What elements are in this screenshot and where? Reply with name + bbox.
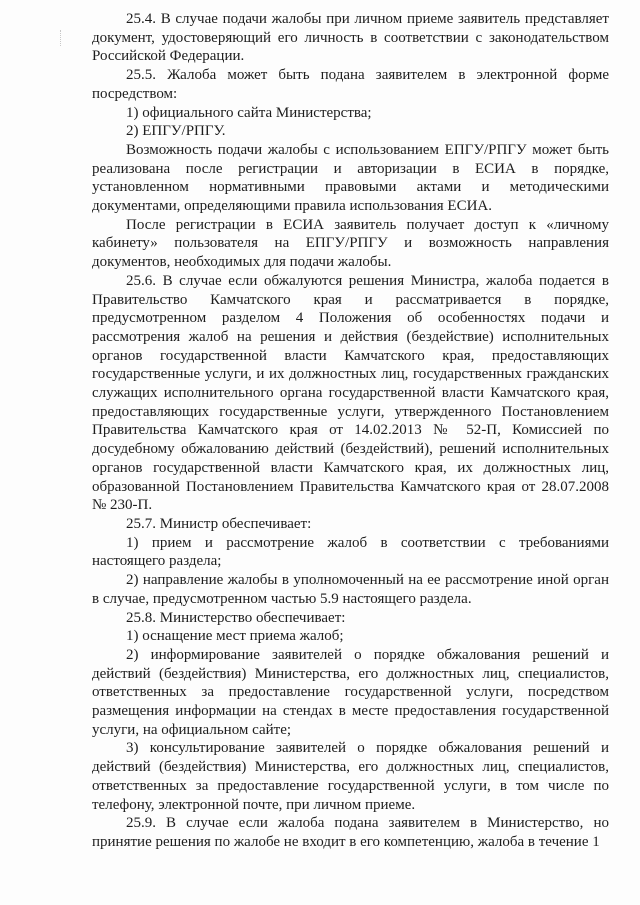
paragraph-25-6: 25.6. В случае если обжалуются решения Министра, жалоба подается в Правительство Камчатского края и рассматривается в порядке, предусмотренном разделом 4 Положения об особенностях подачи и рассмотрения жалоб на решения и действия (бездействие) исполнительных органов государственной власти Камчатского края, предоставляющих государственные услуги, и их должностных лиц, государственных гражданских служащих исполнительного органа государственной власти Камчатского края, предоставляющих государственные услуги, утвержденного Постановлением Правительства Камчатского края от 14.02.2013 № 52-П, Комиссией по досудебному обжалованию действий (бездействий), решений исполнительных органов государственной власти Камчатского края, их должностных лиц, образованной Постановлением Правительства Камчатского края от 28.07.2008 № 230-П.	[92, 272, 609, 514]
list-item-epgu: 2) ЕПГУ/РПГУ.	[126, 123, 226, 140]
list-item-consulting: 3) консультирование заявителей о порядке обжалования решений и действий (бездействия) Министерства, его должностных лиц, специалистов, ответственных за предоставление государственной услуги, в том числе по телефону, электронной почте, при личном приеме.	[92, 740, 609, 813]
paragraph-esia-registration: После регистрации в ЕСИА заявитель получает доступ к «личному кабинету» пользователя на ЕПГУ/РПГУ и возможность направления документов, необходимых для подачи жалобы.	[92, 216, 609, 271]
margin-mark	[60, 30, 64, 46]
list-item-official-site: 1) официального сайта Министерства;	[126, 104, 372, 121]
list-item-reception: 1) прием и рассмотрение жалоб в соответствии с требованиями настоящего раздела;	[92, 534, 609, 570]
paragraph-esia-possibility: Возможность подачи жалобы с использованием ЕПГУ/РПГУ может быть реализована после регистрации и авторизации в ЕСИА в порядке, установленном нормативными правовыми актами и методическими документами, определяющими правила использования ЕСИА.	[92, 141, 609, 215]
document-body	[92, 10, 609, 852]
paragraph-25-4: 25.4. В случае подачи жалобы при личном приеме заявитель представляет документ, удостоверяющий его личность в соответствии с законодательством Российской Федерации.	[92, 11, 609, 65]
list-item-equipment: 1) оснащение мест приема жалоб;	[126, 628, 344, 645]
paragraph-25-7: 25.7. Министр обеспечивает:	[126, 515, 312, 532]
paragraph-25-9: 25.9. В случае если жалоба подана заявителем в Министерство, но принятие решения по жалобе не входит в его компетенцию, жалоба в течение 1	[92, 815, 609, 850]
list-item-referral: 2) направление жалобы в уполномоченный на ее рассмотрение иной орган в случае, предусмотренном частью 5.9 настоящего раздела.	[92, 572, 609, 607]
paragraph-25-8: 25.8. Министерство обеспечивает:	[126, 609, 346, 626]
list-item-informing: 2) информирование заявителей о порядке обжалования решений и действий (бездействия) Министерства, его должностных лиц, специалистов, ответственных за предоставление государственной услуги, посредством размещения информации на стендах в месте предоставления государственной услуги, на официальном сайте;	[92, 646, 609, 738]
paragraph-25-5: 25.5. Жалоба может быть подана заявителем в электронной форме посредством:	[92, 67, 609, 102]
